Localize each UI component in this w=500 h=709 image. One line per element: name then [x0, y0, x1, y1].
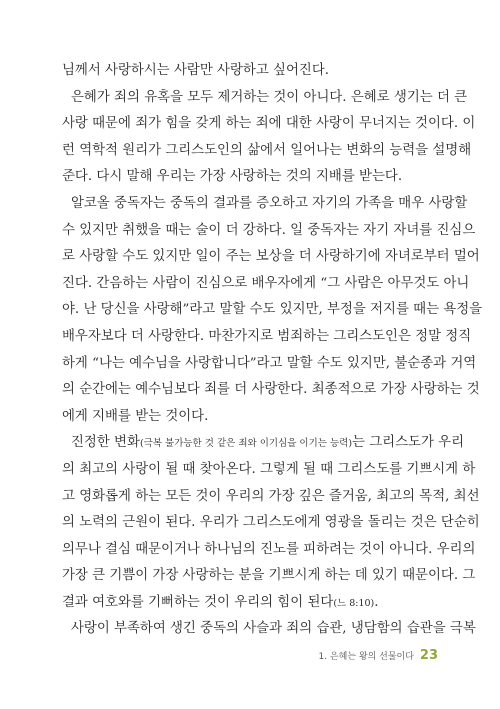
text-line: 의무나 결심 때문이거나 하나님의 진노를 피하려는 것이 아니다. 우리의 — [62, 541, 476, 557]
text-line: 수 있지만 취했을 때는 술이 더 강하다. 일 중독자는 자기 자녀를 진심으 — [62, 222, 476, 238]
text-line: 런 역학적 원리가 그리스도인의 삶에서 일어나는 변화의 능력을 설명해 — [62, 142, 472, 158]
text-line: 야. 난 당신을 사랑해”라고 말할 수도 있지만, 부정을 저지를 때는 욕정을 — [62, 302, 483, 318]
parenthetical-note: (극복 불가능한 것 같은 죄와 이기심을 이기는 능력) — [139, 438, 353, 450]
page-body — [62, 58, 483, 643]
text-line: 님께서 사랑하시는 사람만 사랑하고 싶어진다. — [62, 63, 330, 78]
scripture-reference: (느 8:10) — [333, 597, 375, 609]
text-line: 의 순간에는 예수님보다 죄를 더 사랑한다. 최종적으로 가장 사랑하는 것 — [62, 382, 480, 398]
page-footer — [318, 648, 438, 666]
text-line: 은혜가 죄의 유혹을 모두 제거하는 것이 아니다. 은혜로 생기는 더 큰 — [71, 89, 468, 105]
lead-rest: 는 그리스도가 우리 — [352, 435, 465, 451]
page-number: 23 — [419, 648, 438, 663]
closing-sentence: 결과 여호와를 기뻐하는 것이 우리의 힘이 된다 — [62, 594, 334, 610]
text-line: 에게 지배를 받는 것이다. — [62, 408, 209, 424]
text-line: 고 영화롭게 하는 모든 것이 우리의 가장 깊은 즐거움, 최고의 목적, 최선 — [62, 488, 480, 504]
text-line: 가장 큰 기쁨이 가장 사랑하는 분을 기쁘시게 하는 데 있기 때문이다. 그 — [62, 568, 476, 584]
text-line — [62, 590, 442, 617]
paragraph-3 — [62, 430, 480, 616]
closing-period: . — [374, 594, 379, 610]
paragraph-1 — [62, 85, 476, 191]
text-line: 준다. 다시 말해 우리는 가장 사랑하는 것의 지배를 받는다. — [62, 169, 403, 185]
text-line: 진다. 간음하는 사람이 진심으로 배우자에게 “그 사람은 아무것도 아니 — [62, 275, 470, 291]
paragraph-2 — [62, 191, 483, 430]
text-line: 의 노력의 근원이 된다. 우리가 그리스도에게 영광을 돌리는 것은 단순히 — [62, 515, 480, 531]
text-line: 사랑 때문에 죄가 힘을 갖게 하는 죄에 대한 사랑이 무너지는 것이다. 이 — [62, 116, 476, 132]
text-line: 배우자보다 더 사랑한다. 마찬가지로 범죄하는 그리스도인은 정말 정직 — [62, 328, 472, 344]
text-line: 하게 “나는 예수님을 사랑합니다”라고 말할 수도 있지만, 불순종과 거역 — [62, 355, 477, 371]
text-line: 의 최고의 사랑이 될 때 찾아온다. 그렇게 될 때 그리스도를 기쁘시게 하 — [62, 461, 476, 477]
text-line: 로 사랑할 수도 있지만 일이 주는 보상을 더 사랑하기에 자녀로부터 멀어 — [62, 249, 480, 265]
paragraph-0 — [62, 58, 442, 85]
text-line — [62, 430, 465, 457]
paragraph-4 — [62, 616, 476, 643]
text-line: 알코올 중독자는 중독의 결과를 증오하고 자기의 가족을 매우 사랑할 — [71, 195, 468, 211]
text-line: 사랑이 부족하여 생긴 중독의 사슬과 죄의 습관, 냉담함의 습관을 극복 — [71, 621, 476, 637]
chapter-title: 1. 은혜는 왕의 선물이다 — [318, 652, 414, 662]
lead-phrase: 진정한 변화 — [71, 435, 140, 451]
